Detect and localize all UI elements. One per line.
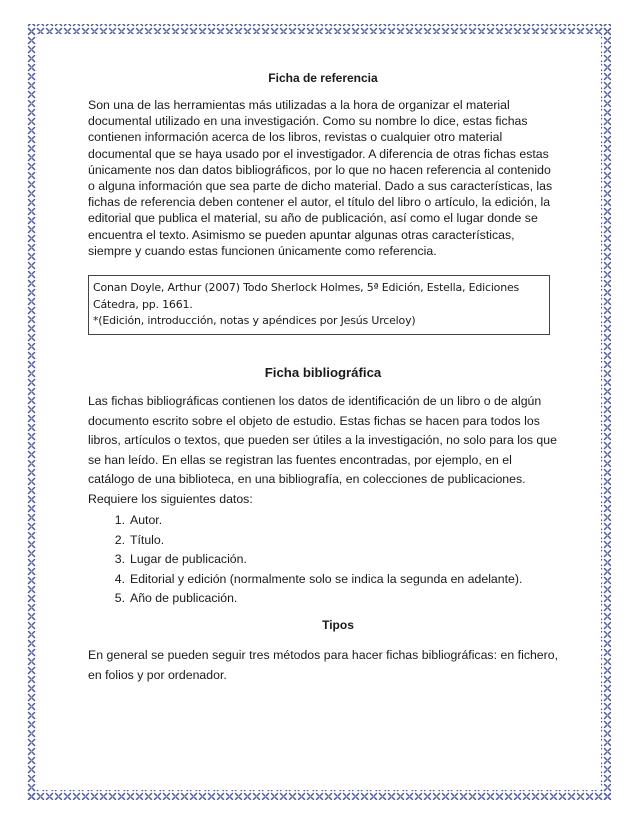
list-item: 5. Año de publicación. (114, 591, 238, 606)
example-line: *(Edición, introducción, notas y apéndices por Jesús Urceloy) (93, 314, 416, 327)
heading-ficha-referencia: Ficha de referencia (268, 71, 378, 85)
list-item: 1. Autor. (114, 513, 163, 527)
paragraph-ficha-bibliografica: Las fichas bibliográficas contienen los datos de identificación de un libro o de algún documento escrito sobre el objeto de estudio. Estas fichas se hacen para todos los libros, artículos o textos, que pueden ser útiles a la investigación, no solo para los que se han leído. En ellas se registran las fuentes encontradas, por ejemplo, en el catálogo de una biblioteca, en una bibliografía, en colecciones de publicaciones. Requiere los siguientes datos: (88, 394, 557, 506)
paragraph-tipos: En general se pueden seguir tres métodos para hacer fichas bibliográficas: en fichero, en folios y por ordenador. (88, 648, 558, 682)
example-line: Conan Doyle, Arthur (2007) Todo Sherlock Holmes, 5ª Edición, Estella, Ediciones (93, 281, 520, 294)
example-line: Cátedra, pp. 1661. (93, 297, 193, 311)
heading-ficha-bibliografica: Ficha bibliográfica (264, 365, 382, 380)
list-item: 2. Título. (114, 532, 165, 547)
reference-example-box (88, 275, 550, 335)
required-data-list (88, 511, 558, 609)
list-item: 3. Lugar de publicación. (114, 552, 247, 567)
heading-tipos: Tipos (322, 618, 354, 632)
list-item: 4. Editorial y edición (normalmente solo se indica la segunda en adelante). (114, 571, 523, 586)
paragraph-ficha-referencia: Son una de las herramientas más utilizadas a la hora de organizar el material documental utilizado en una investigación. Como su nombre lo dice, estas fichas contienen información acerca de los libros, revistas o cualquier otro material documental que se haya usado por el investigador. A diferencia de otras fichas estas únicamente nos dan datos bibliográficos, por lo que no hacen referencia al contenido o alguna información que sea parte de dicho material. Dado a sus características, las fichas de referencia deben contener el autor, el título del libro o artículo, la edición, la editorial que publica el material, su año de publicación, así como el lugar donde se encuentra el texto. Asimismo se pueden apuntar algunas otras características, siempre y cuando estas funcionen únicamente como referencia. (88, 98, 553, 258)
